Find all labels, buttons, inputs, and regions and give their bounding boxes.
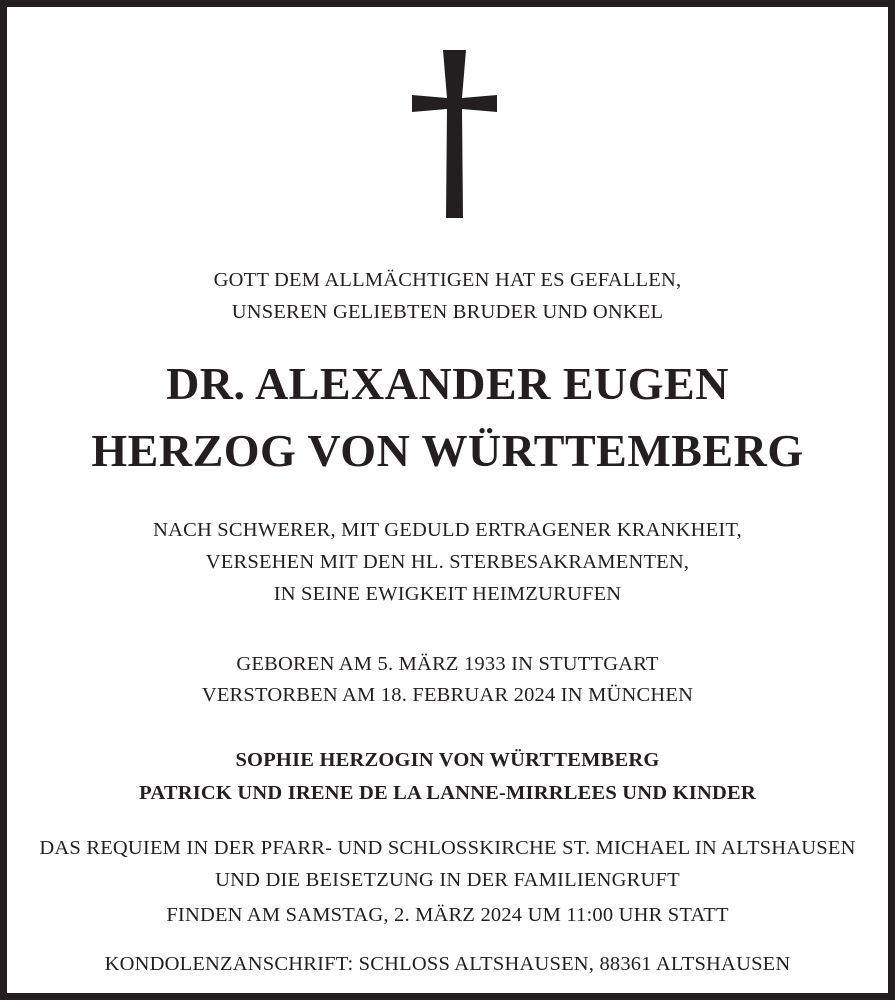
latin-cross-icon [412, 50, 497, 218]
circumstances-line-1: NACH SCHWERER, MIT GEDULD ERTRAGENER KRANKHEIT, [153, 519, 742, 541]
deceased-name-line-2: HERZOG VON WÜRTTEMBERG [91, 425, 804, 476]
deceased-name-line-1: DR. ALEXANDER EUGEN [166, 358, 729, 409]
service-line-1: DAS REQUIEM IN DER PFARR- UND SCHLOSSKIRCHE ST. MICHAEL IN ALTSHAUSEN [39, 837, 856, 859]
circumstances-line-3: IN SEINE EWIGKEIT HEIMZURUFEN [273, 583, 622, 605]
death-date-line: VERSTORBEN AM 18. FEBRUAR 2024 IN MÜNCHEN [201, 684, 694, 706]
birth-date-line: GEBOREN AM 5. MÄRZ 1933 IN STUTTGART [236, 653, 659, 675]
intro-line-1: GOTT DEM ALLMÄCHTIGEN HAT ES GEFALLEN, [213, 269, 682, 291]
mourner-line-2: PATRICK UND IRENE DE LA LANNE-MIRRLEES UND KINDER [139, 782, 756, 804]
condolence-address: KONDOLENZANSCHRIFT: SCHLOSS ALTSHAUSEN, 88361 ALTSHAUSEN [104, 953, 791, 975]
service-line-3: FINDEN AM SAMSTAG, 2. MÄRZ 2024 UM 11:00 UHR STATT [166, 904, 729, 926]
intro-line-2: UNSEREN GELIEBTEN BRUDER UND ONKEL [231, 301, 664, 323]
circumstances-line-2: VERSEHEN MIT DEN HL. STERBESAKRAMENTEN, [205, 551, 690, 573]
service-line-2: UND DIE BEISETZUNG IN DER FAMILIENGRUFT [215, 869, 680, 891]
mourner-line-1: SOPHIE HERZOGIN VON WÜRTTEMBERG [235, 749, 660, 771]
